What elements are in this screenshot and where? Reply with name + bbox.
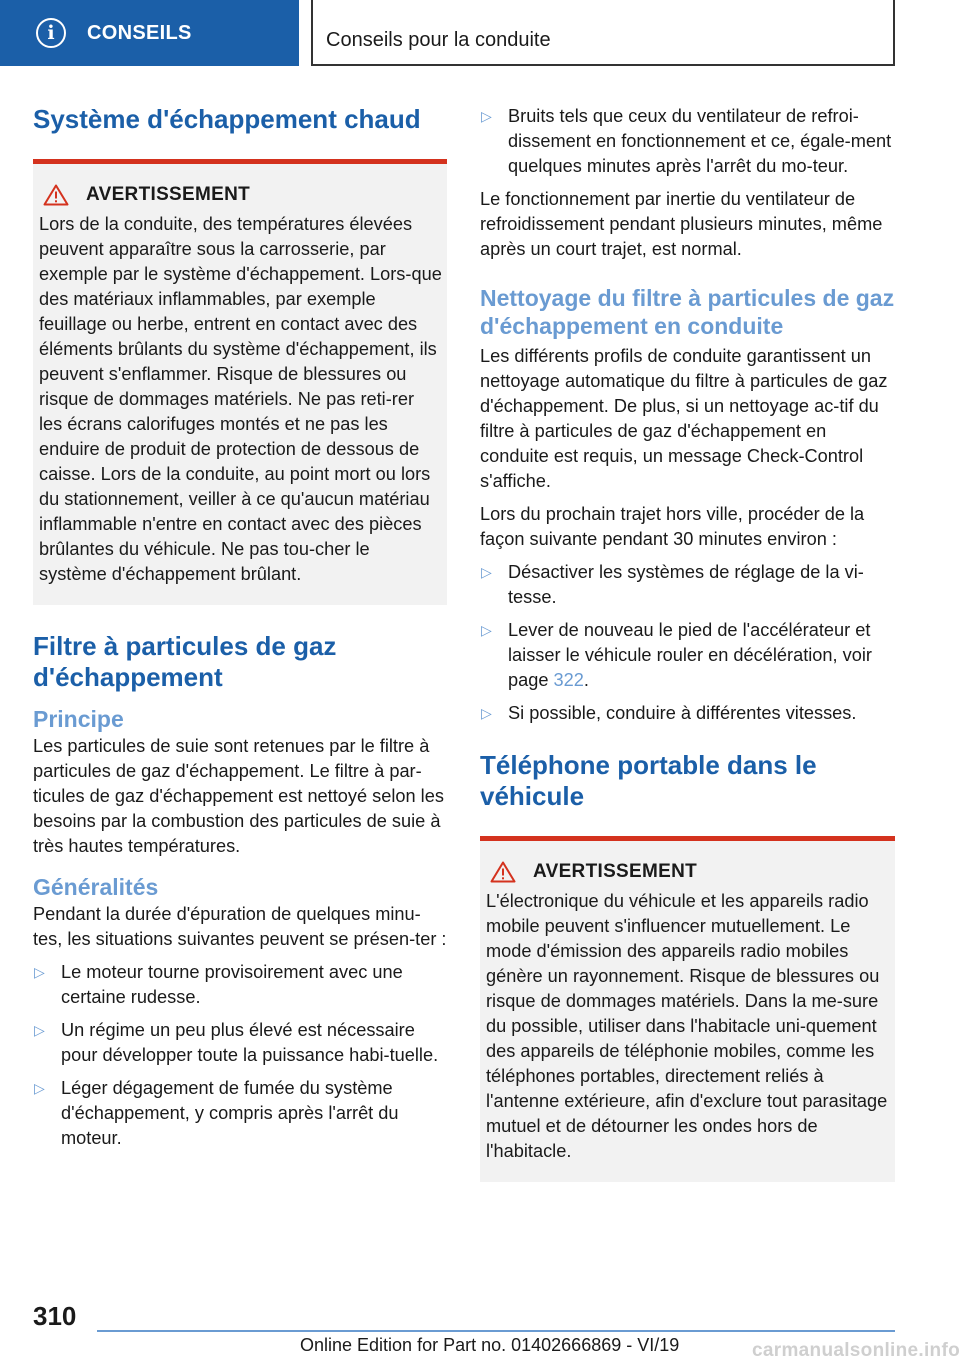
footer-rule — [97, 1330, 895, 1332]
procedure-list — [480, 560, 895, 726]
section-heading-filter-cleaning: Nettoyage du filtre à particules de gaz d'échappement en conduite — [480, 285, 895, 339]
bullet-triangle-icon: ▷ — [481, 705, 492, 721]
left-column — [33, 100, 447, 1151]
header-divider-right — [893, 0, 895, 66]
warning-text: Lors de la conduite, des températures élevées peuvent apparaître sous la carrosserie, par exemple par le système d'échappement. Lors-que des matériaux inflammables, par exemple feuillage ou herbe, entrent en contact avec des éléments brûlants du système d'échappement, ils peuvent s'enflammer. Risque de blessures ou risque de dommages matériels. Ne pas reti-rer les écrans calorifuges montés et ne pas les enduire de produit de protection de dessous de caisse. Lors de la conduite, au point mort ou lors du stationnement, veiller à ce qu'aucun matériau inflammable n'entre en contact avec des pièces brûlantes du véhicule. Ne pas tou-cher le système d'échappement brûlant. — [39, 214, 442, 584]
list-item: ▷ Bruits tels que ceux du ventilateur de refroi-dissement en fonctionnement et ce, égale-ment quelques minutes après l'arrêt du mo-teur. — [480, 104, 895, 179]
list-item: ▷ Si possible, conduire à différentes vitesses. — [480, 701, 895, 726]
list-item: ▷ Le moteur tourne provisoirement avec une certaine rudesse. — [33, 960, 447, 1010]
warning-triangle-icon — [43, 184, 69, 206]
header-divider-left — [311, 0, 313, 66]
generalites-paragraph: Pendant la durée d'épuration de quelques minu-tes, les situations suivantes peuvent se présen-ter : — [33, 904, 447, 949]
list-item: ▷ Désactiver les systèmes de réglage de la vi-tesse. — [480, 560, 895, 610]
watermark: carmanualsonline.info — [752, 1340, 960, 1361]
list-item: ▷ Léger dégagement de fumée du système d'échappement, y compris après l'arrêt du moteur. — [33, 1076, 447, 1151]
header-underline — [311, 64, 895, 66]
fan-paragraph: Le fonctionnement par inertie du ventilateur de refroidissement pendant plusieurs minutes, même après un court trajet, est normal. — [480, 189, 883, 259]
right-column — [480, 101, 895, 1182]
chapter-title: Conseils pour la conduite — [326, 29, 551, 51]
warning-box-mobile — [480, 836, 895, 1182]
bullet-triangle-icon: ▷ — [34, 1080, 45, 1096]
situations-list-continued — [480, 104, 895, 179]
warning-box-exhaust — [33, 159, 447, 605]
list-item: ▷ Lever de nouveau le pied de l'accélérateur et laisser le véhicule rouler en décélération, voir page 322. — [480, 618, 895, 693]
situations-list — [33, 960, 447, 1151]
warning-text: L'électronique du véhicule et les appareils radio mobile peuvent s'influencer mutuellement. Le mode d'émission des appareils radio mobiles génère un rayonnement. Risque de blessures ou risque de dommages matériels. Dans la me-sure du possible, utiliser dans l'habitacle uni-quement des appareils de téléphonie mobiles, comme les téléphones portables, directement reliés à l'antenne extérieure, afin d'exclure tout parasitage mutuel et de détourner les ondes hors de l'habitacle. — [486, 891, 888, 1161]
section-tab[interactable] — [0, 0, 299, 66]
section-heading-hot-exhaust: Système d'échappement chaud — [33, 104, 421, 134]
section-tab-label: CONSEILS — [87, 21, 192, 44]
bullet-triangle-icon: ▷ — [34, 1022, 45, 1038]
principe-paragraph: Les particules de suie sont retenues par le filtre à particules de gaz d'échappement. Le filtre à par-ticules de gaz d'échappement est nettoyé selon les besoins par la combustion des particules de suie à très hautes températures. — [33, 736, 444, 856]
warning-triangle-icon — [490, 861, 516, 883]
subheading-generalites: Généralités — [33, 874, 159, 900]
warning-title: AVERTISSEMENT — [533, 861, 698, 882]
warning-title: AVERTISSEMENT — [86, 184, 251, 205]
edition-note: Online Edition for Part no. 01402666869 - VI/19 — [300, 1335, 680, 1355]
page-number: 310 — [33, 1301, 77, 1331]
subheading-principe: Principe — [33, 706, 124, 732]
section-heading-mobile-phone: Téléphone portable dans le véhicule — [480, 750, 817, 811]
info-icon: i — [36, 18, 66, 48]
warning-header — [486, 861, 890, 883]
procedure-paragraph: Lors du prochain trajet hors ville, procéder de la façon suivante pendant 30 minutes environ : — [480, 504, 865, 549]
bullet-triangle-icon: ▷ — [481, 622, 492, 638]
cleaning-paragraph: Les différents profils de conduite garantissent un nettoyage automatique du filtre à particules de gaz d'échappement. De plus, si un nettoyage ac-tif du filtre à particules de gaz d'échappement en conduite est requis, un message Check-Control s'affiche. — [480, 346, 888, 491]
bullet-triangle-icon: ▷ — [34, 964, 45, 980]
bullet-triangle-icon: ▷ — [481, 108, 492, 124]
section-heading-particle-filter: Filtre à particules de gaz d'échappement — [33, 631, 337, 692]
page-reference-link[interactable]: 322 — [553, 670, 584, 690]
list-item: ▷ Un régime un peu plus élevé est nécessaire pour développer toute la puissance habi-tuelle. — [33, 1018, 447, 1068]
warning-header — [39, 184, 442, 206]
bullet-triangle-icon: ▷ — [481, 564, 492, 580]
